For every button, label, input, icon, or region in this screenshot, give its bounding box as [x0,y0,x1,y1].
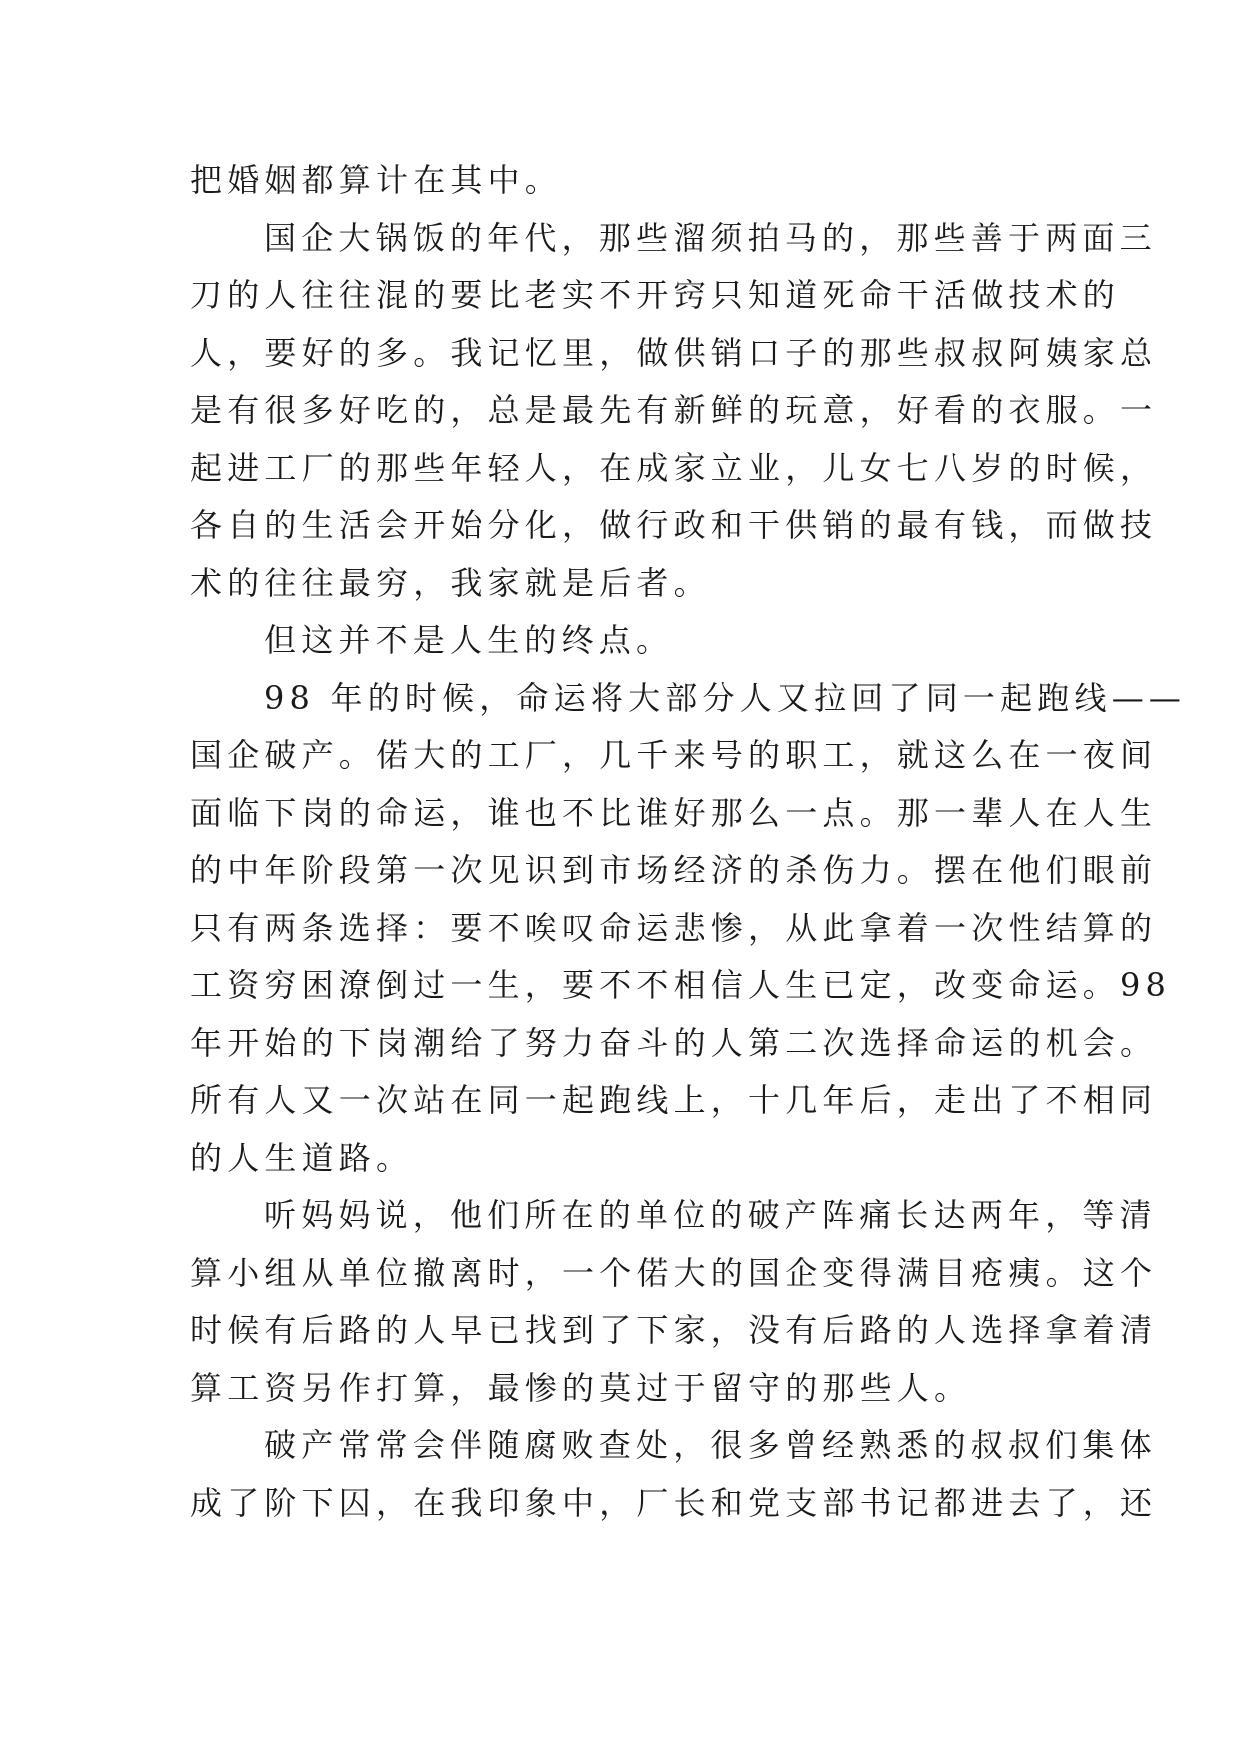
text-line: 起进工厂的那些年轻人，在成家立业，儿女七八岁的时候， [190,448,1158,487]
text-line: 人，要好的多。我记忆里，做供销口子的那些叔叔阿姨家总 [190,333,1158,372]
text-line: 算小组从单位撤离时，一个偌大的国企变得满目疮痍。这个 [190,1253,1158,1292]
text-line: 工资穷困潦倒过一生，要不不相信人生已定，改变命运。98 [190,966,1172,1004]
text-line: 刀的人往往混的要比老实不开窍只知道死命干活做技术的 [190,276,1121,314]
paragraph [190,1417,1158,1532]
text-line: 时候有后路的人早已找到了下家，没有后路的人选择拿着清 [190,1311,1158,1349]
text-line: 术的往往最穷，我家就是后者。 [190,563,711,602]
text-line: 但这并不是人生的终点。 [264,621,674,659]
text-line: 国企大锅饭的年代，那些溜须拍马的，那些善于两面三 [264,218,1157,257]
text-line: 把婚姻都算计在其中。 [190,161,563,199]
text-line: 成了阶下囚，在我印象中，厂长和党支部书记都进去了，还 [190,1483,1158,1522]
text-line: 所有人又一次站在同一起跑线上，十几年后，走出了不相同 [190,1081,1158,1119]
text-line: 破产常常会伴随腐败查处，很多曾经熟悉的叔叔们集体 [264,1426,1157,1464]
paragraph [190,670,1187,1188]
text-line: 是有很多好吃的，总是最先有新鲜的玩意，好看的衣服。一 [190,391,1158,429]
paragraph [190,1187,1158,1417]
paragraph [190,152,1060,210]
text-line: 的人生道路。 [190,1138,414,1177]
text-line: 年开始的下岗潮给了努力奋斗的人第二次选择命运的机会。 [190,1023,1158,1062]
paragraph [190,210,1158,613]
text-line: 听妈妈说，他们所在的单位的破产阵痛长达两年，等清 [264,1196,1157,1234]
text-line: 98 年的时候，命运将大部分人又拉回了同一起跑线—— [264,678,1187,717]
text-line: 只有两条选择：要不唉叹命运悲惨，从此拿着一次性结算的 [190,908,1158,947]
text-line: 各自的生活会开始分化，做行政和干供销的最有钱，而做技 [190,506,1158,544]
text-line: 国企破产。偌大的工厂，几千来号的职工，就这么在一夜间 [190,736,1158,774]
paragraph [190,612,1060,670]
text-line: 的中年阶段第一次见识到市场经济的杀伤力。摆在他们眼前 [190,851,1158,889]
text-line: 面临下岗的命运，谁也不比谁好那么一点。那一辈人在人生 [190,793,1158,832]
body-text [190,152,1187,1532]
text-line: 算工资另作打算，最惨的莫过于留守的那些人。 [190,1368,972,1407]
